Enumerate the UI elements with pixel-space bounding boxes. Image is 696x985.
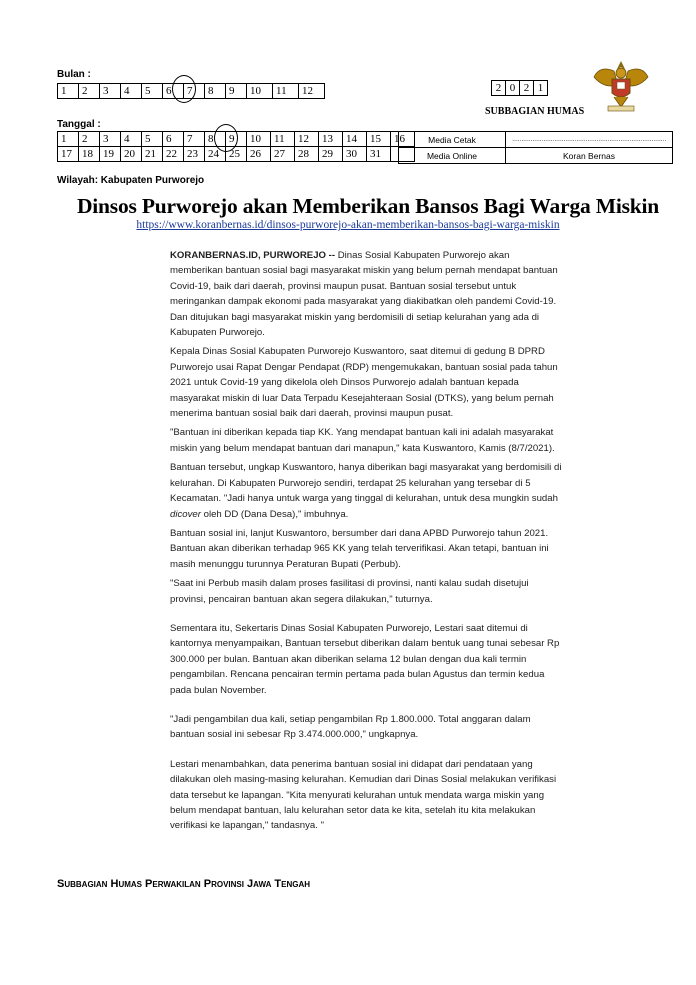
date-cell: 7 xyxy=(184,132,205,147)
date-cell: 30 xyxy=(343,147,367,162)
tanggal-label: Tanggal : xyxy=(57,119,101,130)
date-cell: 4 xyxy=(121,132,142,147)
article-body xyxy=(170,248,562,838)
media-cetak-label: Media Cetak xyxy=(399,132,506,148)
paragraph: Sementara itu, Sekertaris Dinas Sosial Kabupaten Purworejo, Lestari saat ditemui di kantornya menyampaikan, Bantuan tersebut diberikan dalam bentuk uang tunai sebesar Rp 300.000 per bulan. Bantuan akan diberikan selama 12 bulan dengan dua kali termin pengambilan. Rencana pencairan termin pertama pada bulan Agustus dan termin kedua pada bulan November. xyxy=(170,622,560,696)
paragraph: "Saat ini Perbub masih dalam proses fasilitasi di provinsi, nanti kalau sudah disetujui provinsi, pencairan bantuan akan segera dilakukan," tuturnya. xyxy=(170,578,529,605)
article-url-link[interactable]: https://www.koranbernas.id/dinsos-purworejo-akan-memberikan-bansos-bagi-warga-miskin xyxy=(136,219,560,231)
date-cell: 21 xyxy=(142,147,163,162)
month-cell: 2 xyxy=(79,84,100,99)
date-cell: 18 xyxy=(79,147,100,162)
date-cell: 17 xyxy=(58,147,79,162)
date-cell: 12 xyxy=(295,132,319,147)
paragraph: Lestari menambahkan, data penerima bantuan sosial ini didapat dari pendataan yang dilakukan oleh masing-masing kelurahan. Kemudian dari Dinas Sosial melakukan verifikasi data tersebut ke lapangan. "Kita menyurati kelurahan untuk mendata warga miskin yang belum mendapat bantuan, lalu kelurahan setor data ke kita, setelah itu kita melakukan verifikasi ke lapangan," tandasnya. " xyxy=(170,758,557,832)
month-cell: 11 xyxy=(273,84,299,99)
footer-text: Subbagian Humas Perwakilan Provinsi Jawa Tengah xyxy=(57,878,311,890)
date-cell: 8 xyxy=(205,132,226,147)
garuda-emblem-icon xyxy=(590,55,652,115)
paragraph: Kepala Dinas Sosial Kabupaten Purworejo Kuswantoro, saat ditemui di gedung B DPRD Purworejo usai Rapat Dengar Pendapat (RDP) mengemukakan, bantuan sosial pada tahun 2021 untuk Covid-19 yang dikelola oleh Dinsos Purworejo adalah bantuan kepada masyarakat miskin di luar Data Terpadu Kesejahteraan Sosial (DTKS), yang belum pernah menerima bantuan sosial baik dari daerah, provinsi maupun pusat. xyxy=(170,346,558,420)
date-cell: 28 xyxy=(295,147,319,162)
month-cell: 4 xyxy=(121,84,142,99)
date-cell: 3 xyxy=(100,132,121,147)
paragraph xyxy=(170,248,562,340)
month-cell: 10 xyxy=(247,84,273,99)
date-selection-circle xyxy=(214,124,238,152)
date-cell: 5 xyxy=(142,132,163,147)
month-cell: 9 xyxy=(226,84,247,99)
month-cell-selected: 7 xyxy=(184,84,205,99)
year-grid xyxy=(491,80,548,96)
paragraph: "Bantuan ini diberikan kepada tiap KK. Yang mendapat bantuan kali ini adalah masyarakat miskin yang belum mendapat bantuan dari manapun," kata Kuswantoro, Kamis (8/7/2021). xyxy=(170,427,555,454)
date-cell: 24 xyxy=(205,147,226,162)
date-cell: 29 xyxy=(319,147,343,162)
date-cell: 22 xyxy=(163,147,184,162)
paragraph-text: Bantuan tersebut, ungkap Kuswantoro, hanya diberikan bagi masyarakat yang berdomisili di kelurahan. Di Kabupaten Purworejo sendiri, terdapat 25 kelurahan yang tersebar di 5 Kecamatan. "Jadi hanya untuk warga yang tinggal di kelurahan, untuk desa mungkin sudah xyxy=(170,462,562,505)
date-cell: 23 xyxy=(184,147,205,162)
media-table xyxy=(398,131,673,164)
month-cell: 12 xyxy=(299,84,325,99)
date-cell: 19 xyxy=(100,147,121,162)
date-cell: 20 xyxy=(121,147,142,162)
subbagian-label: SUBBAGIAN HUMAS xyxy=(485,106,585,117)
article-title: Dinsos Purworejo akan Memberikan Bansos Bagi Warga Miskin xyxy=(76,194,660,218)
month-selection-circle xyxy=(172,75,196,103)
bulan-label: Bulan : xyxy=(57,69,91,80)
date-cell: 10 xyxy=(247,132,271,147)
month-cell: 1 xyxy=(58,84,79,99)
year-digit: 2 xyxy=(520,81,534,96)
year-digit: 2 xyxy=(492,81,506,96)
date-cell: 31 xyxy=(367,147,391,162)
media-online-value: Koran Bernas xyxy=(506,148,673,164)
paragraph: "Jadi pengambilan dua kali, setiap pengambilan Rp 1.800.000. Total anggaran dalam bantuan sosial ini sebesar Rp 3.474.000.000," ungkapnya. xyxy=(170,713,531,741)
month-cell: 3 xyxy=(100,84,121,99)
date-cell: 16 xyxy=(391,132,415,147)
date-cell: 14 xyxy=(343,132,367,147)
date-cell-selected: 9 xyxy=(226,132,247,147)
paragraph: Bantuan sosial ini, lanjut Kuswantoro, bersumber dari dana APBD Purworejo tahun 2021. Bantuan akan diberikan terhadap 965 KK yang telah terverifikasi. Akan tetapi, bantuan ini masih menunggu turunnya Peraturan Bupati (Perbub). xyxy=(170,527,549,570)
date-cell: 13 xyxy=(319,132,343,147)
paragraph-text: Dinas Sosial Kabupaten Purworejo akan memberikan bantuan sosial bagi masyarakat miskin yang belum pernah mendapat bantuan Covid-19, baik dari daerah, provinsi maupun pusat. Bantuan sosial tersebut untuk meringankan dampak ekonomi pada masyarakat yang diakibatkan oleh pandemi Covid-19. Dan ditujukan bagi masyarakat miskin yang berdomisili di setiap kelurahan yang ada di Kabupaten Purworejo. xyxy=(170,250,558,339)
italic-term: dicover xyxy=(170,508,201,520)
month-cell: 6 xyxy=(163,84,184,99)
year-digit: 1 xyxy=(534,81,548,96)
date-cell: 27 xyxy=(271,147,295,162)
paragraph-text: oleh DD (Dana Desa)," imbuhnya. xyxy=(200,508,349,520)
date-cell: 2 xyxy=(79,132,100,147)
date-cell: 1 xyxy=(58,132,79,147)
media-online-label: Media Online xyxy=(399,148,506,164)
dateline: KORANBERNAS.ID, PURWOREJO -- xyxy=(170,250,336,261)
month-cell: 5 xyxy=(142,84,163,99)
date-cell: 26 xyxy=(247,147,271,162)
paragraph xyxy=(170,460,562,522)
media-cetak-value: ………………………………………………………………………… xyxy=(506,132,673,148)
wilayah-label: Wilayah: Kabupaten Purworejo xyxy=(57,175,205,186)
month-cell: 8 xyxy=(205,84,226,99)
date-cell: 6 xyxy=(163,132,184,147)
date-cell: 15 xyxy=(367,132,391,147)
date-cell: 25 xyxy=(226,147,247,162)
year-digit: 0 xyxy=(506,81,520,96)
date-cell: 11 xyxy=(271,132,295,147)
